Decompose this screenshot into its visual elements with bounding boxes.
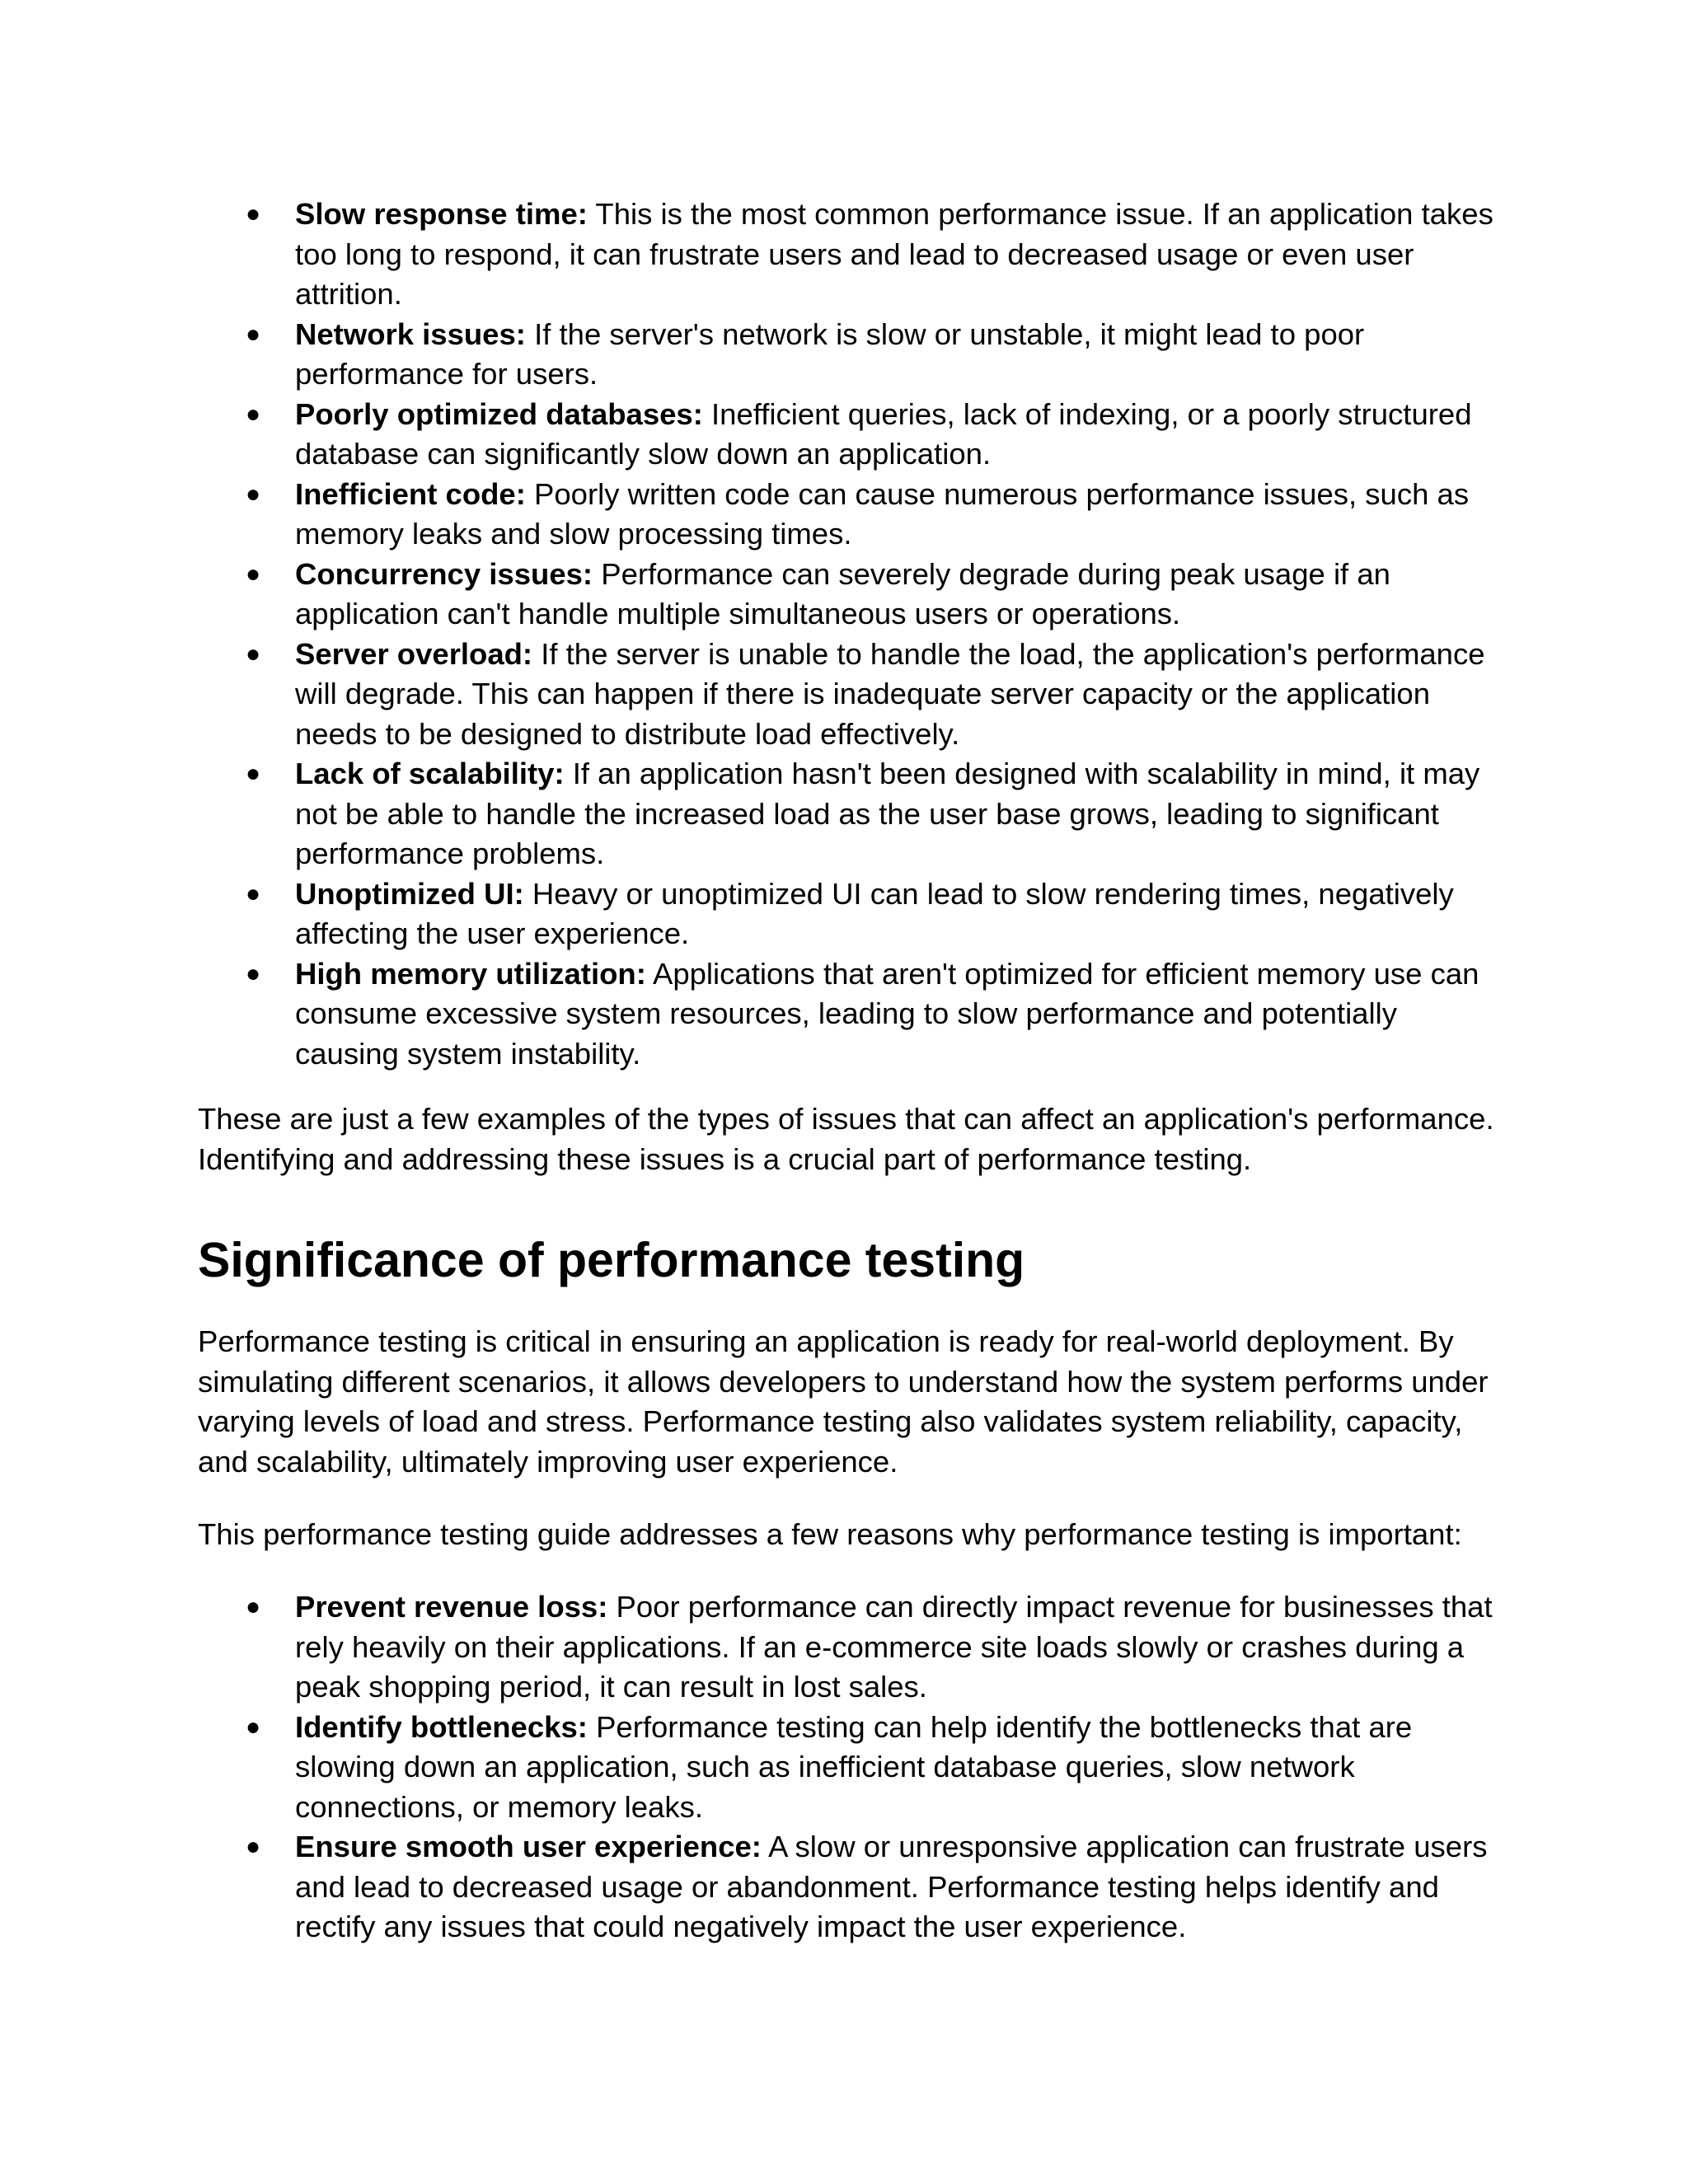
bullet-icon: ● bbox=[246, 959, 261, 987]
list-item bbox=[198, 1827, 1500, 1947]
bullet-icon: ● bbox=[246, 480, 261, 508]
list-item-term: Identify bottlenecks: bbox=[295, 1709, 588, 1744]
section-heading: Significance of performance testing bbox=[198, 1233, 1025, 1287]
list-item bbox=[198, 1587, 1500, 1708]
list-item-text: If the server's network is slow or unstable, it might lead to poor performance for users. bbox=[295, 316, 1365, 391]
summary-paragraph: These are just a few examples of the types of issues that can affect an application's performance. Identifying and addressing these issues is a crucial part of performance testing. bbox=[198, 1102, 1494, 1176]
list-item bbox=[198, 635, 1500, 755]
list-item-term: Slow response time: bbox=[295, 197, 588, 231]
intro-paragraph: Performance testing is critical in ensuring an application is ready for real-world deployment. By simulating different scenarios, it allows developers to understand how the system performs under varying levels of load and stress. Performance testing also validates system reliability, capacity, and scalability, ultimately improving user experience. bbox=[198, 1324, 1489, 1479]
bullet-icon: ● bbox=[246, 1713, 261, 1741]
bullet-icon: ● bbox=[246, 320, 261, 348]
list-item bbox=[198, 475, 1500, 555]
list-item-text: Poorly written code can cause numerous performance issues, such as memory leaks and slow processing times. bbox=[295, 476, 1470, 551]
bullet-icon: ● bbox=[246, 879, 261, 907]
list-item-text: Heavy or unoptimized UI can lead to slow rendering times, negatively affecting the user experience. bbox=[295, 876, 1454, 950]
list-item bbox=[198, 315, 1500, 395]
list-item-text: If an application hasn't been designed with scalability in mind, it may not be able to handle the increased load as the user base grows, leading to significant performance problems. bbox=[295, 757, 1480, 870]
list-item-term: Network issues: bbox=[295, 316, 526, 351]
bullet-icon: ● bbox=[246, 1833, 261, 1860]
performance-issues-list bbox=[198, 194, 1500, 1074]
list-item bbox=[198, 754, 1500, 874]
list-item-text: This is the most common performance issue. If an application takes too long to respond, it can frustrate users and lead to decreased usage or even user attrition. bbox=[295, 197, 1493, 311]
list-item-term: Poorly optimized databases: bbox=[295, 396, 703, 431]
bullet-icon: ● bbox=[246, 200, 261, 227]
bullet-icon: ● bbox=[246, 560, 261, 588]
list-item-term: High memory utilization: bbox=[295, 956, 646, 991]
list-item-term: Prevent revenue loss: bbox=[295, 1590, 608, 1624]
list-item-text: Inefficient queries, lack of indexing, or a poorly structured database can significantly slow down an application. bbox=[295, 396, 1472, 471]
list-item bbox=[198, 1708, 1500, 1828]
list-item-text: If the server is unable to handle the load, the application's performance will degrade. This can happen if there is inadequate server capacity or the application needs to be designed to distribute load effectively. bbox=[295, 636, 1485, 751]
bullet-icon: ● bbox=[246, 640, 261, 668]
list-item bbox=[198, 874, 1500, 954]
list-item bbox=[198, 954, 1500, 1075]
reasons-lead-paragraph: This performance testing guide addresses a few reasons why performance testing is important: bbox=[198, 1517, 1462, 1551]
list-item-term: Unoptimized UI: bbox=[295, 876, 524, 911]
list-item-text: Poor performance can directly impact revenue for businesses that rely heavily on their applications. If an e-commerce site loads slowly or crashes during a peak shopping period, it can result in lost sales. bbox=[295, 1590, 1493, 1704]
list-item bbox=[198, 555, 1500, 635]
list-item-term: Concurrency issues: bbox=[295, 556, 593, 591]
list-item-term: Inefficient code: bbox=[295, 476, 526, 511]
list-item-text: A slow or unresponsive application can frustrate users and lead to decreased usage or abandonment. Performance testing helps identify and rectify any issues that could negatively impact the user experience. bbox=[295, 1830, 1488, 1943]
reasons-list bbox=[198, 1587, 1500, 1947]
bullet-icon: ● bbox=[246, 1593, 261, 1620]
list-item-term: Lack of scalability: bbox=[295, 757, 565, 790]
list-item bbox=[198, 194, 1500, 315]
bullet-icon: ● bbox=[246, 400, 261, 428]
list-item bbox=[198, 395, 1500, 475]
bullet-icon: ● bbox=[246, 760, 261, 787]
list-item-term: Ensure smooth user experience: bbox=[295, 1830, 762, 1863]
list-item-text: Applications that aren't optimized for efficient memory use can consume excessive system resources, leading to slow performance and potentially causing system instability. bbox=[295, 956, 1479, 1071]
list-item-text: Performance testing can help identify the bottlenecks that are slowing down an application, such as inefficient database queries, slow network connections, or memory leaks. bbox=[295, 1709, 1413, 1824]
list-item-text: Performance can severely degrade during peak usage if an application can't handle multiple simultaneous users or operations. bbox=[295, 556, 1390, 630]
list-item-term: Server overload: bbox=[295, 636, 533, 671]
